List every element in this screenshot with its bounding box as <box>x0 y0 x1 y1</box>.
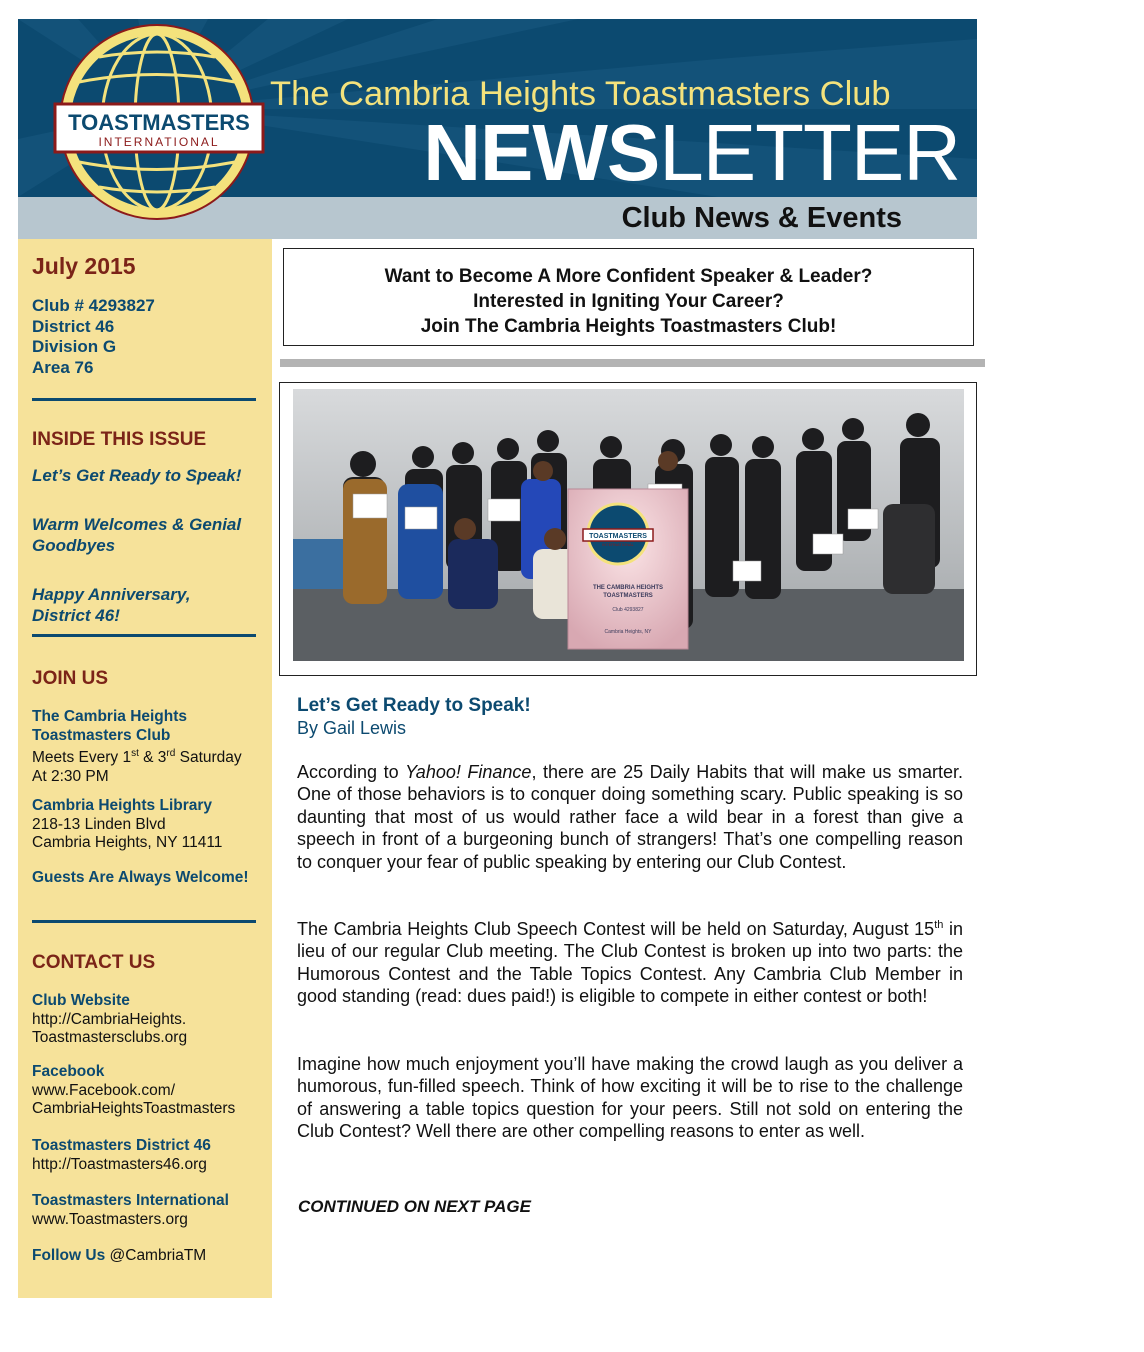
divider <box>32 634 256 637</box>
website-link[interactable]: Toastmastersclubs.org <box>32 1029 188 1046</box>
group-photo-frame <box>279 382 977 676</box>
contact-label: Toastmasters District 46 <box>32 1137 211 1154</box>
address-line: 218-13 Linden Blvd <box>32 815 166 833</box>
location-info <box>32 797 268 853</box>
division: Division G <box>32 337 117 356</box>
issue-item-link[interactable]: Happy Anniversary, District 46! <box>32 585 191 625</box>
issue-date: July 2015 <box>32 253 136 279</box>
facebook-link[interactable]: www.Facebook.com/ <box>32 1081 175 1099</box>
group-photo <box>293 389 964 661</box>
section-divider <box>280 359 985 367</box>
article-paragraph: Imagine how much enjoyment you’ll have making the crowd laugh as you deliver a humorous, fun-filled speech. Think of how exciting it will be to rise to the challenge of answering a table topics question for your peers. Still not sold on entering the Club Contest? Well there are other compelling reasons to enter as well. <box>297 1054 963 1142</box>
toastmasters-logo <box>47 22 277 222</box>
promo-line: Join The Cambria Heights Toastmasters Club! <box>420 316 837 337</box>
club-name-heading: The Cambria Heights Toastmasters Club <box>270 75 891 113</box>
meeting-info <box>32 708 268 786</box>
inside-issue-heading: INSIDE THIS ISSUE <box>32 429 207 450</box>
banner-text: Club 4293827 <box>612 607 644 613</box>
article-paragraph: According to Yahoo! Finance, there are 25 Daily Habits that will make us smarter. One of those behaviors is to conquer doing something scary. Public speaking is so daunting that most of us would rather face a wild bear in a forest than give a speech in front of a burgeoning bunch of strangers! That’s one compelling reason to conquer your fear of public speaking by entering our Club Contest. <box>297 762 963 872</box>
join-us-heading: JOIN US <box>32 668 109 689</box>
club-label: The Cambria Heights <box>32 708 188 725</box>
promo-box <box>283 248 974 346</box>
article-title: Let’s Get Ready to Speak! <box>297 695 531 716</box>
contact-label: Facebook <box>32 1063 105 1080</box>
banner-text: Cambria Heights, NY <box>604 629 652 635</box>
contact-district <box>32 1137 268 1174</box>
contact-website <box>32 992 268 1048</box>
banner-text: TOASTMASTERS <box>589 533 647 540</box>
contact-international <box>32 1192 268 1229</box>
meeting-time: At 2:30 PM <box>32 767 109 785</box>
issue-item-link[interactable]: Let’s Get Ready to Speak! <box>32 466 242 485</box>
divider <box>32 398 256 401</box>
address-line: Cambria Heights, NY 11411 <box>32 834 223 851</box>
logo-wordmark: TOASTMASTERS <box>68 110 250 135</box>
meeting-schedule: Meets Every 1st & 3rd Saturday <box>32 748 242 767</box>
article-byline: By Gail Lewis <box>297 718 407 738</box>
continued-note: CONTINUED ON NEXT PAGE <box>298 1197 531 1216</box>
facebook-link[interactable]: CambriaHeightsToastmasters <box>32 1100 236 1117</box>
follow-label: Follow Us <box>32 1247 106 1264</box>
website-link[interactable]: http://CambriaHeights. <box>32 1010 187 1028</box>
article-paragraph: The Cambria Heights Club Speech Contest will be held on Saturday, August 15th in lieu of our regular Club meeting. The Club Contest is broken up into two parts: the Humorous Contest and the Table Topics Contest. Any Cambria Club Member in good standing (read: dues paid!) is eligible to compete in either contest or both! <box>297 919 963 1007</box>
contact-label: Toastmasters International <box>32 1192 229 1209</box>
club-number: Club # 4293827 <box>32 296 155 315</box>
contact-us-heading: CONTACT US <box>32 952 156 973</box>
banner-text: INTERNATIONAL <box>602 542 634 547</box>
club-label: Toastmasters Club <box>32 726 171 744</box>
banner-text: THE CAMBRIA HEIGHTS <box>592 585 664 591</box>
area: Area 76 <box>32 357 94 377</box>
subtitle-text: Club News & Events <box>621 202 902 234</box>
district: District 46 <box>32 316 115 336</box>
newsletter-title: NEWSLETTER <box>423 108 960 197</box>
follow-us <box>32 1247 268 1266</box>
logo-subword: INTERNATIONAL <box>98 135 220 149</box>
guests-note: Guests Are Always Welcome! <box>32 869 249 886</box>
district-link[interactable]: http://Toastmasters46.org <box>32 1155 207 1173</box>
promo-line: Want to Become A More Confident Speaker & Leader? <box>384 266 873 287</box>
sidebar <box>18 239 272 1298</box>
promo-line: Interested in Igniting Your Career? <box>473 291 784 312</box>
club-info <box>32 296 268 378</box>
library-label: Cambria Heights Library <box>32 797 213 814</box>
divider <box>32 920 256 923</box>
issue-item-link[interactable]: Warm Welcomes & Genial Goodbyes <box>32 515 242 555</box>
contact-facebook <box>32 1063 268 1119</box>
contact-label: Club Website <box>32 992 130 1009</box>
international-link[interactable]: www.Toastmasters.org <box>32 1210 188 1228</box>
banner-text: TOASTMASTERS <box>603 593 653 599</box>
twitter-handle[interactable]: @CambriaTM <box>105 1247 207 1264</box>
